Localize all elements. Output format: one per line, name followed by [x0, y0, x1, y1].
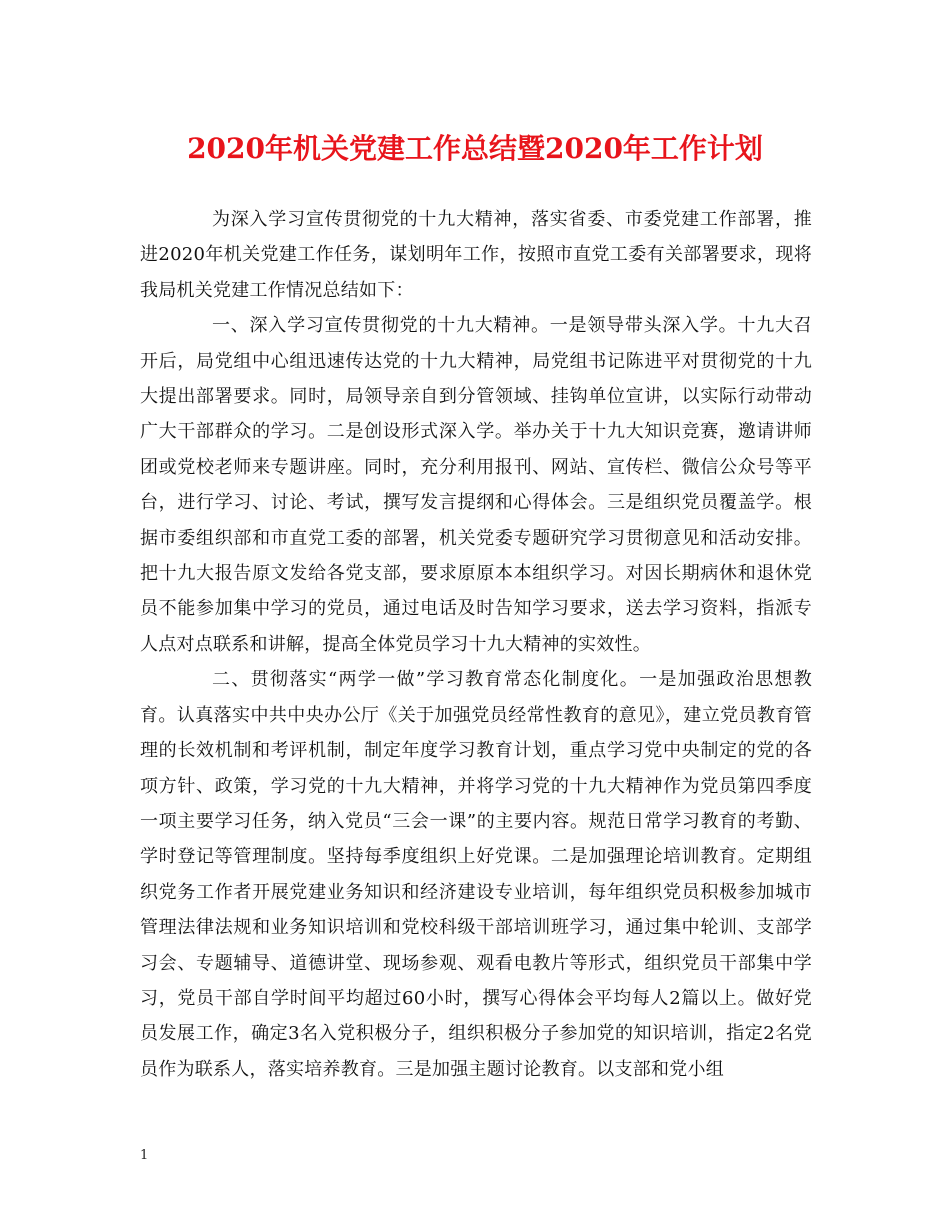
page-number: 1 — [140, 1148, 149, 1163]
document-title: 2020年机关党建工作总结暨2020年工作计划 — [187, 132, 763, 165]
document-body — [140, 202, 812, 1087]
paragraph-section-one: 一、深入学习宣传贯彻党的十九大精神。一是领导带头深入学。十九大召开后，局党组中心组迅速传达党的十九大精神，局党组书记陈进平对贯彻党的十九大提出部署要求。同时，局领导亲自到分管领域、挂钩单位宣讲，以实际行动带动广大干部群众的学习。二是创设形式深入学。举办关于十九大知识竞赛，邀请讲师团或党校老师来专题讲座。同时，充分利用报刊、网站、宣传栏、微信公众号等平台，进行学习、讨论、考试，撰写发言提纲和心得体会。三是组织党员覆盖学。根据市委组织部和市直党工委的部署，机关党委专题研究学习贯彻意见和活动安排。把十九大报告原文发给各党支部，要求原原本本组织学习。对因长期病休和退休党员不能参加集中学习的党员，通过电话及时告知学习要求，送去学习资料，指派专人点对点联系和讲解，提高全体党员学习十九大精神的实效性。 — [140, 315, 812, 655]
paragraph-intro: 为深入学习宣传贯彻党的十九大精神，落实省委、市委党建工作部署，推进2020年机关党建工作任务，谋划明年工作，按照市直党工委有关部署要求，现将我局机关党建工作情况总结如下： — [140, 209, 812, 301]
paragraph-section-two: 二、贯彻落实“两学一做”学习教育常态化制度化。一是加强政治思想教育。认真落实中共中央办公厅《关于加强党员经常性教育的意见》，建立党员教育管理的长效机制和考评机制，制定年度学习教育计划，重点学习党中央制定的党的各项方针、政策，学习党的十九大精神，并将学习党的十九大精神作为党员第四季度一项主要学习任务，纳入党员“三会一课”的主要内容。规范日常学习教育的考勤、学时登记等管理制度。坚持每季度组织上好党课。二是加强理论培训教育。定期组织党务工作者开展党建业务知识和经济建设专业培训，每年组织党员积极参加城市管理法律法规和业务知识培训和党校科级干部培训班学习，通过集中轮训、支部学习会、专题辅导、道德讲堂、现场参观、观看电教片等形式，组织党员干部集中学习，党员干部自学时间平均超过60小时，撰写心得体会平均每人2篇以上。做好党员发展工作，确定3名入党积极分子，组织积极分子参加党的知识培训，指定2名党员作为联系人，落实培养教育。三是加强主题讨论教育。以支部和党小组 — [140, 669, 812, 1080]
